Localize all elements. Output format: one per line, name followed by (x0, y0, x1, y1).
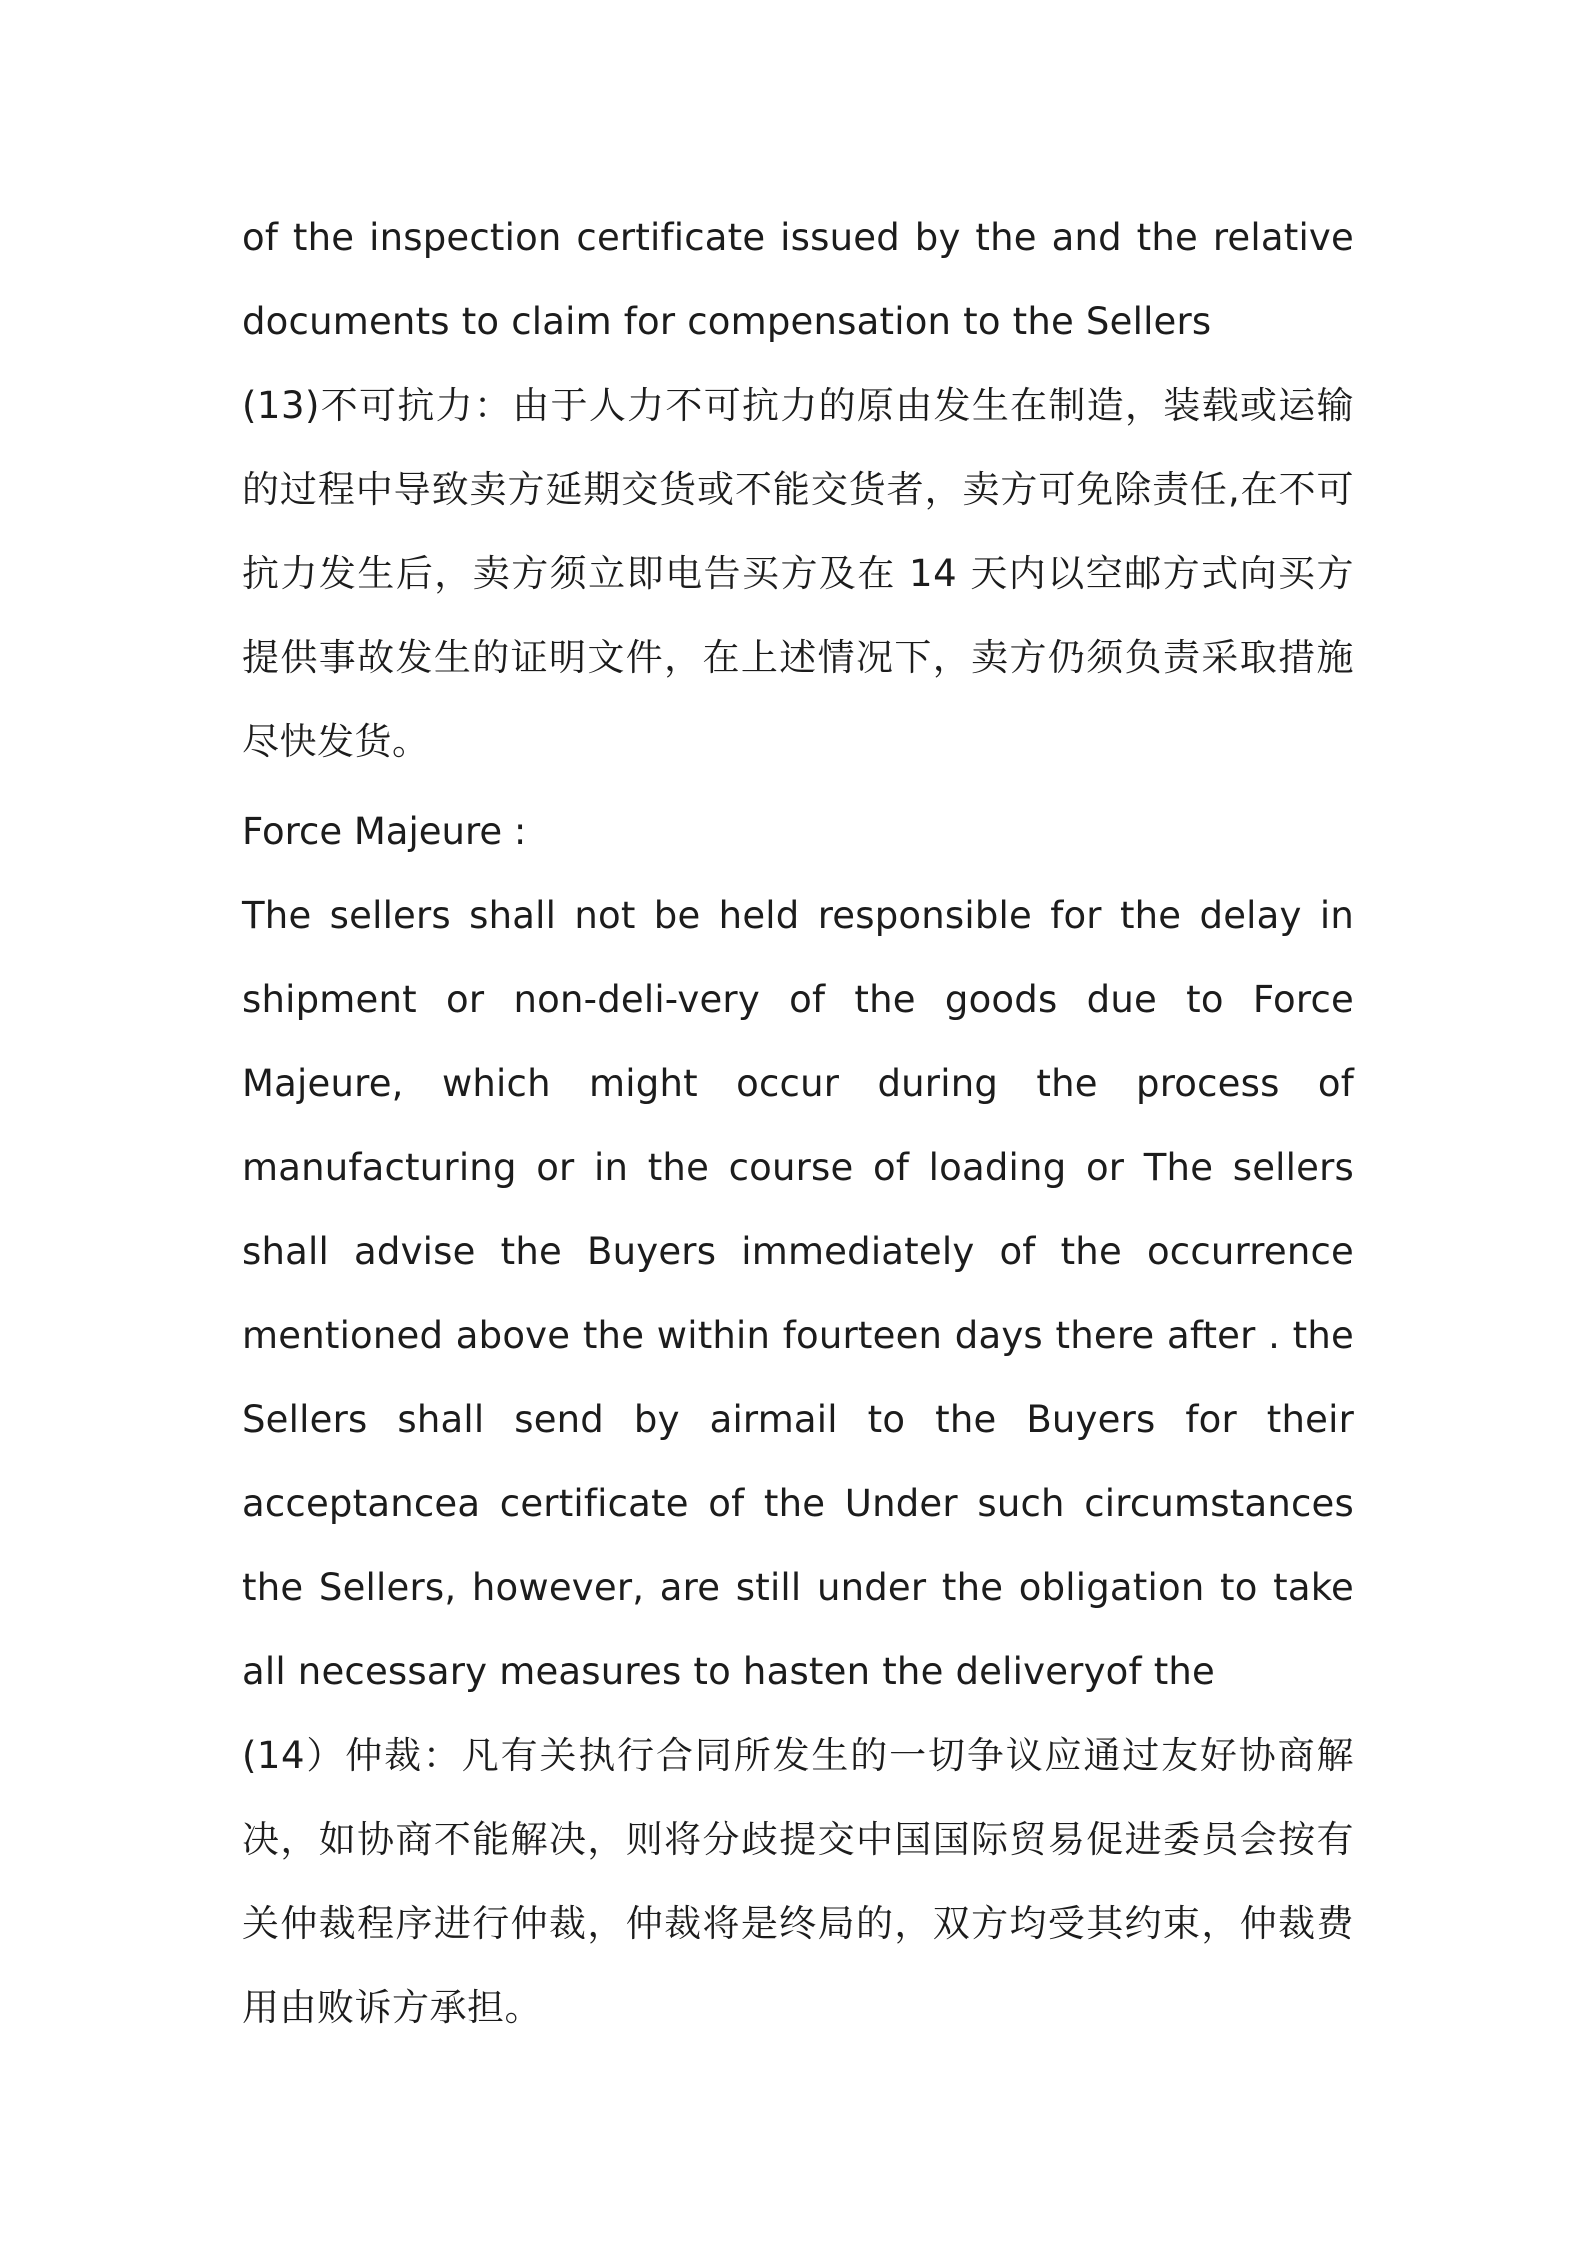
clause-13-force-majeure-chinese: (13)不可抗力：由于人力不可抗力的原由发生在制造，装载或运输的过程中导致卖方延期交货或不能交货者，卖方可免除责任,在不可抗力发生后，卖方须立即电告买方及在 14 天内以空邮方式向买方提供事故发生的证明文件，在上述情况下，卖方仍须负责采取措施尽快发货。 (242, 384, 1354, 763)
clause-14-arbitration-chinese: (14）仲裁：凡有关执行合同所发生的一切争议应通过友好协商解决，如协商不能解决，则将分歧提交中国国际贸易促进委员会按有关仲裁程序进行仲裁，仲裁将是终局的，双方均受其约束，仲裁费用由败诉方承担。 (242, 1734, 1354, 2029)
document-body (242, 196, 1354, 2050)
force-majeure-heading: Force Majeure : (242, 810, 527, 853)
clause-13-force-majeure-english: The sellers shall not be held responsible for the delay in shipment or non-deli-very of the goods due to Force Majeure, which might occur during the process of manufacturing or in the course of loading or The sellers shall advise the Buyers immediately of the occurrence mentioned above the within fourteen days there after . the Sellers shall send by airmail to the Buyers for their acceptancea certificate of the Under such circumstances the Sellers, however, are still under the obligation to take all necessary measures to hasten the deliveryof the (242, 894, 1354, 1693)
inspection-claim-paragraph: of the inspection certificate issued by the and the relative documents to claim for compensation to the Sellers (242, 216, 1354, 343)
